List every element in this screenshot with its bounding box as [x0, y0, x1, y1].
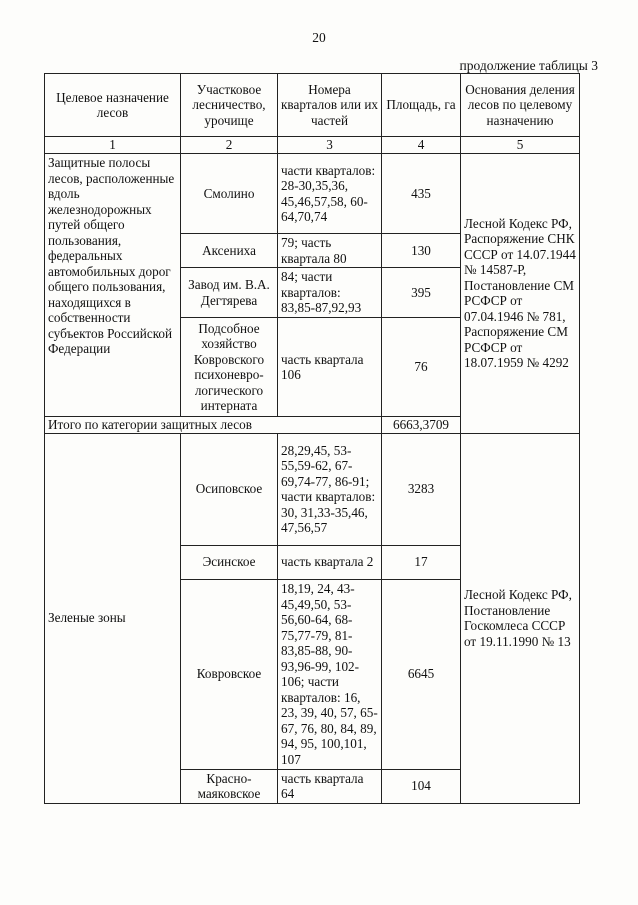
quarters-cell: 84; части кварталов: 83,85-87,92,93 [278, 268, 382, 318]
forestry-cell: Смолино [181, 154, 278, 234]
header-area: Площадь, га [382, 74, 461, 137]
purpose-cell: Защитные полосы лесов, расположенные вдоль железнодорожных путей общего пользования, федеральных автомобильных дорог общего пользования, находящихся в собственности субъектов Российской Федерации [45, 154, 181, 417]
forestry-cell: Ковровское [181, 579, 278, 769]
quarters-cell: 28,29,45, 53-55,59-62, 67-69,74-77, 86-91; части кварталов: 30, 31,33-35,46, 47,56,57 [278, 433, 382, 545]
total-label: Итого по категории защитных лесов [45, 417, 382, 434]
quarters-cell: часть квартала 106 [278, 318, 382, 417]
header-forestry: Участковое лесничество, урочище [181, 74, 278, 137]
area-cell: 395 [382, 268, 461, 318]
area-cell: 3283 [382, 433, 461, 545]
area-cell: 104 [382, 769, 461, 803]
quarters-cell: 18,19, 24, 43-45,49,50, 53-56,60-64, 68-75,77-79, 81-83,85-88, 90-93,96-99, 102-106; части кварталов: 16, 23, 39, 40, 57, 65-67, 76, 80, 84, 89, 94, 95, 100,101, 107 [278, 579, 382, 769]
forestry-cell: Завод им. В.А. Дегтярева [181, 268, 278, 318]
column-number: 4 [382, 137, 461, 154]
quarters-cell: 79; часть квартала 80 [278, 234, 382, 268]
quarters-cell: части кварталов: 28-30,35,36, 45,46,57,58, 60-64,70,74 [278, 154, 382, 234]
area-cell: 17 [382, 545, 461, 579]
column-number-row [45, 137, 580, 154]
forestry-cell: Красно-маяковское [181, 769, 278, 803]
basis-cell: Лесной Кодекс РФ, Постановление Госкомлеса СССР от 19.11.1990 № 13 [461, 433, 580, 803]
area-cell: 76 [382, 318, 461, 417]
page-number: 20 [312, 30, 326, 45]
forestry-cell: Аксениха [181, 234, 278, 268]
column-number: 5 [461, 137, 580, 154]
column-number: 3 [278, 137, 382, 154]
area-cell: 6645 [382, 579, 461, 769]
table-row [45, 433, 580, 545]
header-basis: Основания деления лесов по целевому назначению [461, 74, 580, 137]
forestry-cell: Осиповское [181, 433, 278, 545]
basis-cell: Лесной Кодекс РФ, Распоряжение СНК СССР от 14.07.1944 № 14587-Р, Постановление СМ РСФСР от 07.04.1946 № 781, Распоряжение СМ РСФСР от 18.07.1959 № 4292 [461, 154, 580, 434]
purpose-cell: Зеленые зоны [45, 433, 181, 803]
forestry-cell: Подсобное хозяйство Ковровского психоневро-логического интерната [181, 318, 278, 417]
forestry-cell: Эсинское [181, 545, 278, 579]
column-number: 1 [45, 137, 181, 154]
table-header-row [45, 74, 580, 137]
forest-purpose-table [44, 73, 580, 804]
table-row [45, 154, 580, 234]
header-quarters: Номера кварталов или их частей [278, 74, 382, 137]
total-area: 6663,3709 [382, 417, 461, 434]
quarters-cell: часть квартала 2 [278, 545, 382, 579]
area-cell: 130 [382, 234, 461, 268]
table-continuation-label: продолжение таблицы 3 [459, 58, 598, 73]
area-cell: 435 [382, 154, 461, 234]
header-purpose: Целевое назначение лесов [45, 74, 181, 137]
column-number: 2 [181, 137, 278, 154]
quarters-cell: часть квартала 64 [278, 769, 382, 803]
